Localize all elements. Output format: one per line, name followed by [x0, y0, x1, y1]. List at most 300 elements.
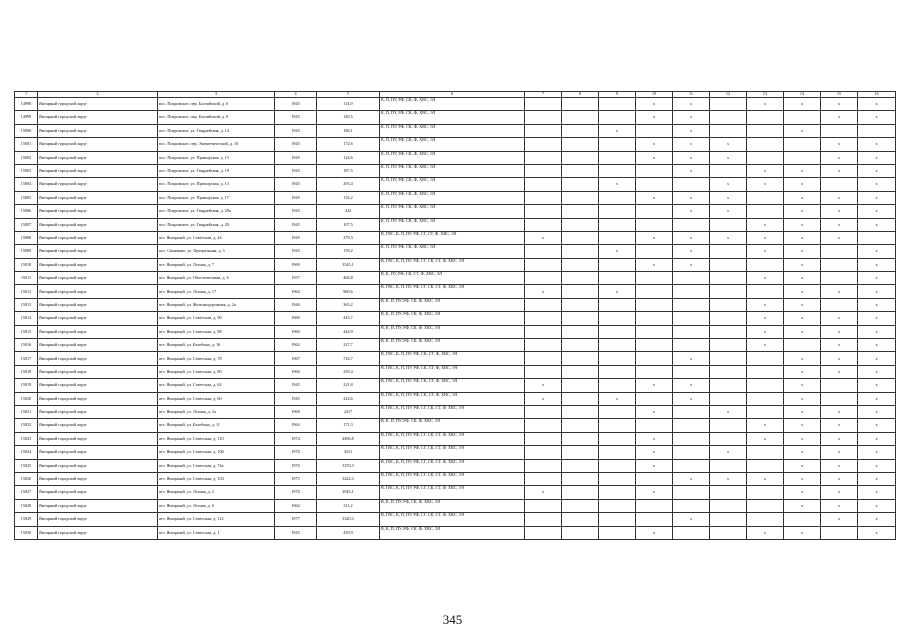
mark-cell: [636, 178, 673, 191]
mark-cell: х: [747, 419, 784, 432]
element-codes-cell: К, П, ПУ, РФ, СК, Ф, ХВС, ЭЛ: [380, 98, 525, 111]
address-cell: пгт. Янтарный, ул. Советская, д. 62: [158, 379, 275, 392]
mark-cell: х: [821, 419, 858, 432]
mark-cell: х: [710, 205, 747, 218]
element-codes-cell: К, П, ПУ, РФ, СК, Ф, ХВС, ЭЛ: [380, 205, 525, 218]
mark-cell: х: [710, 151, 747, 164]
mark-cell: [710, 111, 747, 124]
mark-cell: [636, 365, 673, 378]
mark-cell: [747, 352, 784, 365]
registry-number-cell: 15020: [15, 392, 38, 405]
table-row: [15, 151, 896, 164]
mark-cell: х: [821, 405, 858, 418]
mark-cell: х: [858, 352, 896, 365]
mark-cell: [747, 365, 784, 378]
mark-cell: [599, 526, 636, 539]
mark-cell: [710, 432, 747, 445]
table-row: [15, 218, 896, 231]
registry-number-cell: 15005: [15, 191, 38, 204]
column-number-6: 6: [380, 92, 525, 98]
address-cell: пос. Покровское, ул. Гвардейская, д. 19: [158, 164, 275, 177]
year-cell: 1945: [275, 151, 317, 164]
district-cell: Янтарный городской округ: [38, 526, 158, 539]
registry-number-cell: 15025: [15, 459, 38, 472]
address-cell: пгт. Янтарный, ул. Советская, д. 112: [158, 513, 275, 526]
mark-cell: [599, 151, 636, 164]
mark-cell: [636, 472, 673, 485]
mark-cell: [525, 124, 562, 137]
area-cell: 365,2: [317, 298, 380, 311]
mark-cell: [821, 272, 858, 285]
element-codes-cell: В, ГВС, К, П, ПУ, РФ, СГ, СК, СТ, Ф, ХВС, ЭЛ: [380, 258, 525, 271]
mark-cell: х: [747, 231, 784, 244]
mark-cell: [747, 486, 784, 499]
column-number-11: 11: [673, 92, 710, 98]
year-cell: 1967: [275, 352, 317, 365]
district-cell: Янтарный городской округ: [38, 459, 158, 472]
mark-cell: х: [784, 486, 821, 499]
year-cell: 1970: [275, 459, 317, 472]
year-cell: 1969: [275, 258, 317, 271]
mark-cell: [636, 298, 673, 311]
mark-cell: [525, 312, 562, 325]
registry-number-cell: 15019: [15, 379, 38, 392]
element-codes-cell: К, П, ПУ, РФ, СК, Ф, ХВС, ЭЛ: [380, 218, 525, 231]
mark-cell: [821, 392, 858, 405]
registry-number-cell: 15009: [15, 245, 38, 258]
mark-cell: х: [784, 379, 821, 392]
year-cell: 1977: [275, 513, 317, 526]
area-cell: 107,5: [317, 218, 380, 231]
mark-cell: [710, 218, 747, 231]
mark-cell: [562, 459, 599, 472]
mark-cell: х: [784, 164, 821, 177]
address-cell: пгт. Янтарный, ул. Советская, д. 44: [158, 231, 275, 244]
mark-cell: [599, 298, 636, 311]
element-codes-cell: В, К, П, ПУ, РФ, СК, Ф, ХВС, ЭЛ: [380, 339, 525, 352]
mark-cell: х: [525, 392, 562, 405]
district-cell: Янтарный городской округ: [38, 205, 158, 218]
table-row: [15, 472, 896, 485]
registry-number-cell: 15026: [15, 472, 38, 485]
mark-cell: [525, 419, 562, 432]
mark-cell: [599, 499, 636, 512]
area-cell: 114,9: [317, 98, 380, 111]
register-table: [14, 91, 896, 540]
mark-cell: х: [710, 231, 747, 244]
registry-number-cell: 14998: [15, 98, 38, 111]
mark-cell: х: [821, 98, 858, 111]
mark-cell: [599, 164, 636, 177]
mark-cell: [710, 164, 747, 177]
mark-cell: х: [636, 138, 673, 151]
year-cell: 1970: [275, 486, 317, 499]
mark-cell: х: [858, 312, 896, 325]
mark-cell: [525, 191, 562, 204]
mark-cell: [636, 352, 673, 365]
mark-cell: х: [784, 526, 821, 539]
address-cell: пос. Покровское, ул. Приморская, д. 15: [158, 151, 275, 164]
area-cell: 960,6: [317, 285, 380, 298]
element-codes-cell: В, ГВС, К, П, ПУ, РФ, СГ, СК, СТ, Ф, ХВС, ЭЛ: [380, 446, 525, 459]
mark-cell: [747, 446, 784, 459]
district-cell: Янтарный городской округ: [38, 111, 158, 124]
element-codes-cell: В, ГВС, К, П, ПУ, РФ, СГ, СК, СТ, Ф, ХВС, ЭЛ: [380, 472, 525, 485]
table-row: [15, 298, 896, 311]
mark-cell: [821, 258, 858, 271]
mark-cell: [710, 312, 747, 325]
mark-cell: х: [821, 339, 858, 352]
mark-cell: х: [747, 312, 784, 325]
mark-cell: х: [784, 312, 821, 325]
mark-cell: х: [636, 405, 673, 418]
element-codes-cell: К, П, ПУ, РФ, СК, Ф, ХВС, ЭЛ: [380, 164, 525, 177]
mark-cell: х: [673, 164, 710, 177]
mark-cell: х: [821, 312, 858, 325]
mark-cell: х: [673, 138, 710, 151]
mark-cell: х: [784, 178, 821, 191]
mark-cell: х: [784, 205, 821, 218]
mark-cell: х: [673, 258, 710, 271]
mark-cell: х: [858, 459, 896, 472]
area-cell: 186,1: [317, 124, 380, 137]
element-codes-cell: В, ГВС, К, П, ПУ, РФ, СГ, СК, СТ, Ф, ХВС, ЭЛ: [380, 432, 525, 445]
area-cell: 149,5: [317, 111, 380, 124]
area-cell: 2943,1: [317, 486, 380, 499]
registry-number-cell: 15014: [15, 312, 38, 325]
mark-cell: х: [784, 325, 821, 338]
mark-cell: [710, 272, 747, 285]
mark-cell: х: [821, 472, 858, 485]
area-cell: 172,6: [317, 138, 380, 151]
mark-cell: х: [673, 392, 710, 405]
mark-cell: х: [821, 111, 858, 124]
mark-cell: [525, 459, 562, 472]
mark-cell: [710, 379, 747, 392]
mark-cell: х: [710, 138, 747, 151]
mark-cell: х: [858, 245, 896, 258]
mark-cell: х: [673, 231, 710, 244]
year-cell: 1945: [275, 178, 317, 191]
mark-cell: [747, 205, 784, 218]
mark-cell: [636, 499, 673, 512]
mark-cell: [784, 339, 821, 352]
mark-cell: [562, 325, 599, 338]
mark-cell: х: [858, 405, 896, 418]
mark-cell: х: [821, 513, 858, 526]
mark-cell: [599, 513, 636, 526]
mark-cell: [525, 164, 562, 177]
mark-cell: [562, 513, 599, 526]
address-cell: пгт. Янтарный, ул. Лесная, д. 6: [158, 499, 275, 512]
year-cell: 1964: [275, 285, 317, 298]
mark-cell: [710, 98, 747, 111]
address-cell: пос. Покровское, ул. Гвардейская, д. 29а: [158, 205, 275, 218]
mark-cell: [599, 111, 636, 124]
mark-cell: х: [636, 98, 673, 111]
element-codes-cell: В, К, П, ПУ, РФ, СК, Ф, ХВС, ЭЛ: [380, 325, 525, 338]
mark-cell: [562, 392, 599, 405]
registry-number-cell: 15022: [15, 419, 38, 432]
mark-cell: [562, 111, 599, 124]
mark-cell: х: [858, 191, 896, 204]
mark-cell: х: [858, 164, 896, 177]
mark-cell: [562, 151, 599, 164]
mark-cell: [562, 352, 599, 365]
table-row: [15, 526, 896, 539]
mark-cell: х: [784, 258, 821, 271]
mark-cell: [821, 178, 858, 191]
address-cell: пгт. Янтарный, ул. Железнодорожная, д. 2а: [158, 298, 275, 311]
mark-cell: х: [599, 178, 636, 191]
mark-cell: х: [858, 98, 896, 111]
registry-number-cell: 15012: [15, 285, 38, 298]
element-codes-cell: В, ГВС, К, П, ПУ, РФ, СК, СТ, Ф, ХВС, ЭЛ: [380, 365, 525, 378]
address-cell: пгт. Янтарный, ул. Лесная, д. 17: [158, 285, 275, 298]
registry-number-cell: 15004: [15, 178, 38, 191]
element-codes-cell: В, К, П, ПУ, РФ, СК, Ф, ХВС, ЭЛ: [380, 419, 525, 432]
table-body: [15, 98, 896, 540]
table-row: [15, 379, 896, 392]
mark-cell: х: [636, 432, 673, 445]
year-cell: 1968: [275, 405, 317, 418]
mark-cell: х: [784, 124, 821, 137]
address-cell: пгт. Янтарный, ул. Советская, д. 106: [158, 446, 275, 459]
address-cell: пос. Покровское, пер. Балтийский, д. 8: [158, 111, 275, 124]
mark-cell: [525, 526, 562, 539]
mark-cell: х: [747, 432, 784, 445]
column-number-14: 14: [784, 92, 821, 98]
registry-number-cell: 15027: [15, 486, 38, 499]
page-number: 345: [442, 612, 463, 627]
mark-cell: х: [673, 191, 710, 204]
mark-cell: [747, 392, 784, 405]
element-codes-cell: В, ГВС, К, П, ПУ, РФ, СК, СТ, Ф, ХВС, ЭЛ: [380, 379, 525, 392]
table-row: [15, 191, 896, 204]
mark-cell: [599, 339, 636, 352]
year-cell: 1975: [275, 472, 317, 485]
table-row: [15, 499, 896, 512]
year-cell: 1945: [275, 392, 317, 405]
district-cell: Янтарный городской округ: [38, 258, 158, 271]
address-cell: пгт. Янтарный, ул. Балебина, д. 11: [158, 419, 275, 432]
district-cell: Янтарный городской округ: [38, 298, 158, 311]
district-cell: Янтарный городской округ: [38, 151, 158, 164]
mark-cell: [562, 526, 599, 539]
mark-cell: х: [673, 151, 710, 164]
mark-cell: [562, 365, 599, 378]
mark-cell: [636, 339, 673, 352]
table-row: [15, 405, 896, 418]
mark-cell: х: [747, 325, 784, 338]
element-codes-cell: В, К, ПУ, РФ, СК, СТ, Ф, ХВС, ЭЛ: [380, 272, 525, 285]
mark-cell: х: [673, 513, 710, 526]
mark-cell: х: [599, 285, 636, 298]
area-cell: 132,2: [317, 191, 380, 204]
mark-cell: [710, 245, 747, 258]
address-cell: пос. Покровское, пер. Балтийский, д. 6: [158, 98, 275, 111]
registry-number-cell: 15002: [15, 151, 38, 164]
mark-cell: [599, 191, 636, 204]
mark-cell: х: [858, 325, 896, 338]
area-cell: 466,8: [317, 272, 380, 285]
mark-cell: х: [858, 446, 896, 459]
district-cell: Янтарный городской округ: [38, 486, 158, 499]
table-row: [15, 164, 896, 177]
mark-cell: х: [821, 365, 858, 378]
table-row: [15, 419, 896, 432]
mark-cell: [710, 419, 747, 432]
mark-cell: х: [858, 472, 896, 485]
mark-cell: [673, 486, 710, 499]
mark-cell: [673, 218, 710, 231]
table-row: [15, 138, 896, 151]
district-cell: Янтарный городской округ: [38, 98, 158, 111]
mark-cell: х: [784, 392, 821, 405]
mark-cell: х: [784, 432, 821, 445]
mark-cell: [710, 285, 747, 298]
district-cell: Янтарный городской округ: [38, 365, 158, 378]
mark-cell: [562, 178, 599, 191]
district-cell: Янтарный городской округ: [38, 339, 158, 352]
registry-number-cell: 15007: [15, 218, 38, 231]
mark-cell: х: [821, 325, 858, 338]
table-row: [15, 392, 896, 405]
mark-cell: х: [636, 151, 673, 164]
mark-cell: х: [636, 111, 673, 124]
address-cell: пос. Покровское, пер. Энергетический, д. 10: [158, 138, 275, 151]
mark-cell: [562, 499, 599, 512]
mark-cell: [599, 405, 636, 418]
mark-cell: [562, 298, 599, 311]
registry-number-cell: 15024: [15, 446, 38, 459]
mark-cell: [821, 379, 858, 392]
year-cell: 1964: [275, 419, 317, 432]
mark-cell: [562, 272, 599, 285]
year-cell: 1945: [275, 245, 317, 258]
mark-cell: [599, 138, 636, 151]
mark-cell: [562, 405, 599, 418]
year-cell: 1970: [275, 446, 317, 459]
district-cell: Янтарный городской округ: [38, 405, 158, 418]
year-cell: 1945: [275, 138, 317, 151]
mark-cell: х: [747, 98, 784, 111]
mark-cell: [599, 352, 636, 365]
mark-cell: [673, 365, 710, 378]
mark-cell: [636, 124, 673, 137]
mark-cell: [599, 98, 636, 111]
mark-cell: [525, 405, 562, 418]
mark-cell: [636, 513, 673, 526]
mark-cell: [599, 205, 636, 218]
mark-cell: [784, 111, 821, 124]
mark-cell: [562, 164, 599, 177]
address-cell: пгт. Янтарный, ул. Советская, д. 110: [158, 432, 275, 445]
mark-cell: х: [821, 352, 858, 365]
address-cell: пос. Покровское, ул. Гвардейская, д. 29: [158, 218, 275, 231]
mark-cell: [599, 258, 636, 271]
mark-cell: [710, 499, 747, 512]
mark-cell: х: [858, 499, 896, 512]
mark-cell: х: [636, 191, 673, 204]
table-row: [15, 312, 896, 325]
mark-cell: х: [858, 205, 896, 218]
mark-cell: х: [784, 191, 821, 204]
mark-cell: х: [858, 339, 896, 352]
element-codes-cell: В, К, П, ПУ, РФ, СК, Ф, ХВС, ЭЛ: [380, 312, 525, 325]
mark-cell: [562, 486, 599, 499]
area-cell: 279,3: [317, 231, 380, 244]
element-codes-cell: В, ГВС, К, П, ПУ, РФ, СК, СТ, Ф, ХВС, ЭЛ: [380, 392, 525, 405]
column-number-4: 4: [275, 92, 317, 98]
year-cell: 1960: [275, 312, 317, 325]
registry-number-cell: 15016: [15, 339, 38, 352]
mark-cell: [784, 513, 821, 526]
area-cell: 4331: [317, 446, 380, 459]
mark-cell: х: [636, 459, 673, 472]
year-cell: 1962: [275, 499, 317, 512]
mark-cell: [710, 486, 747, 499]
mark-cell: х: [673, 98, 710, 111]
address-cell: пгт. Янтарный, ул. Советская, д. 1: [158, 526, 275, 539]
district-cell: Янтарный городской округ: [38, 164, 158, 177]
area-cell: 3224,3: [317, 472, 380, 485]
mark-cell: х: [784, 446, 821, 459]
mark-cell: [747, 499, 784, 512]
mark-cell: х: [821, 138, 858, 151]
area-cell: 311,2: [317, 499, 380, 512]
district-cell: Янтарный городской округ: [38, 325, 158, 338]
mark-cell: х: [821, 486, 858, 499]
year-cell: 1945: [275, 111, 317, 124]
area-cell: 439,9: [317, 526, 380, 539]
mark-cell: [710, 526, 747, 539]
mark-cell: [599, 231, 636, 244]
mark-cell: [525, 205, 562, 218]
mark-cell: х: [784, 298, 821, 311]
column-number-16: 16: [858, 92, 896, 98]
column-number-12: 12: [710, 92, 747, 98]
mark-cell: [599, 365, 636, 378]
mark-cell: х: [821, 191, 858, 204]
table-row: [15, 178, 896, 191]
registry-number-cell: 15008: [15, 231, 38, 244]
mark-cell: [747, 191, 784, 204]
area-cell: 227,7: [317, 339, 380, 352]
mark-cell: х: [636, 379, 673, 392]
mark-cell: [710, 392, 747, 405]
mark-cell: [821, 245, 858, 258]
mark-cell: х: [858, 379, 896, 392]
mark-cell: [710, 298, 747, 311]
registry-number-cell: 15011: [15, 272, 38, 285]
table-row: [15, 258, 896, 271]
mark-cell: х: [636, 446, 673, 459]
mark-cell: [710, 352, 747, 365]
table-row: [15, 124, 896, 137]
element-codes-cell: К, П, ПУ, РФ, СК, Ф, ХВС, ЭЛ: [380, 245, 525, 258]
mark-cell: х: [821, 446, 858, 459]
element-codes-cell: К, П, ПУ, РФ, СК, Ф, ХВС, ЭЛ: [380, 178, 525, 191]
mark-cell: [821, 124, 858, 137]
year-cell: 1974: [275, 432, 317, 445]
mark-cell: [710, 325, 747, 338]
mark-cell: [710, 258, 747, 271]
registry-number-cell: 15028: [15, 499, 38, 512]
table-row: [15, 513, 896, 526]
district-cell: Янтарный городской округ: [38, 379, 158, 392]
address-cell: пгт. Янтарный, ул. Балебина, д. 16: [158, 339, 275, 352]
